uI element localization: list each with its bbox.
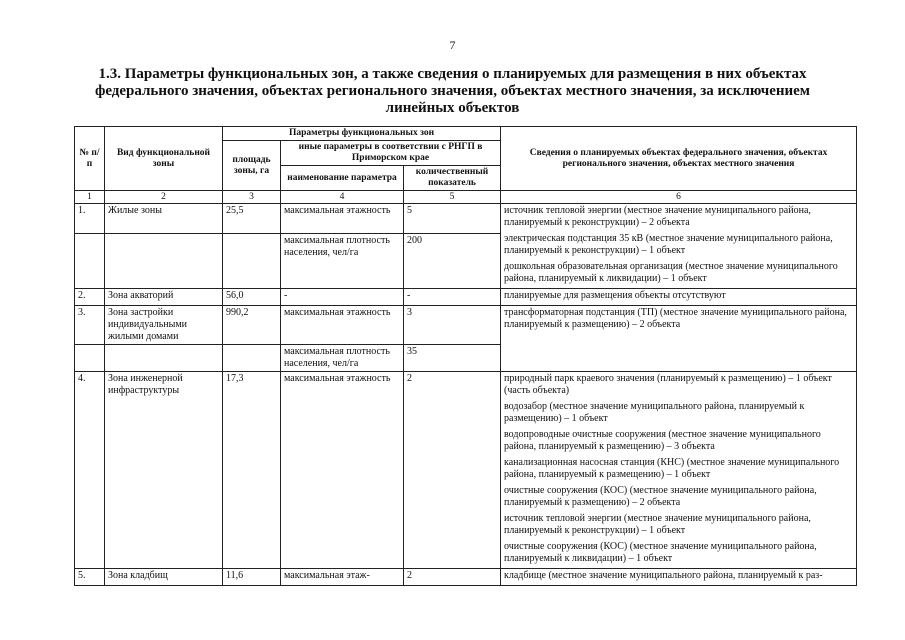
header-params: Параметры функциональных зон	[223, 127, 501, 141]
object-item: кладбище (местное значение муниципального района, планируемый к раз-	[504, 570, 823, 581]
planned-objects	[501, 289, 857, 306]
param-name: максимальная плотность населения, чел/га	[281, 345, 404, 372]
object-item: природный парк краевого значения (планируемый к размещению) – 1 объект (часть объекта)	[504, 373, 832, 396]
param-value: 5	[404, 204, 501, 234]
table-row	[75, 569, 857, 586]
row-num: 3.	[75, 306, 105, 345]
param-name: максимальная этажность	[281, 372, 404, 569]
param-value: -	[404, 289, 501, 306]
col-number: 6	[501, 191, 857, 204]
col-number: 3	[223, 191, 281, 204]
zone-area: 17,3	[223, 372, 281, 569]
object-item: планируемые для размещения объекты отсутствуют	[504, 290, 726, 301]
zone-name: Зона акваторий	[105, 289, 223, 306]
param-name: максимальная этажность	[281, 204, 404, 234]
object-item: электрическая подстанция 35 кВ (местное значение муниципального района, планируемый к реконструкции) – 1 объект	[504, 233, 833, 256]
param-name: максимальная плотность населения, чел/га	[281, 234, 404, 289]
planned-objects	[501, 306, 857, 372]
object-item: очистные сооружения (КОС) (местное значение муниципального района, планируемый к размещению) – 2 объекта	[504, 485, 817, 508]
param-name: максимальная этаж-	[281, 569, 404, 586]
param-name: -	[281, 289, 404, 306]
object-item: дошкольная образовательная организация (местное значение муниципального района, планируемый к ликвидации) – 1 объект	[504, 261, 838, 284]
object-item: канализационная насосная станция (КНС) (местное значение муниципального района, планируемый к размещению) – 1 объект	[504, 457, 840, 480]
object-item: очистные сооружения (КОС) (местное значение муниципального района, планируемый к ликвидации) – 1 объект	[504, 541, 817, 564]
object-item: источник тепловой энергии (местное значение муниципального района, планируемый к реконструкции) – 1 объект	[504, 513, 811, 536]
zones-table	[74, 126, 857, 586]
param-value: 2	[404, 372, 501, 569]
object-item: источник тепловой энергии (местное значение муниципального района, планируемый к реконструкции) – 2 объекта	[504, 205, 811, 228]
zone-area: 990,2	[223, 306, 281, 345]
header-param-value: количественный показатель	[404, 166, 501, 191]
col-number: 5	[404, 191, 501, 204]
param-value: 200	[404, 234, 501, 289]
header-info: Сведения о планируемых объектах федерального значения, объектах регионального значения, объектах местного значения	[501, 127, 857, 191]
header-area: площадь зоны, га	[223, 141, 281, 191]
zone-name: Зона кладбищ	[105, 569, 223, 586]
zone-name: Зона инженерной инфраструктуры	[105, 372, 223, 569]
zone-area: 25,5	[223, 204, 281, 234]
object-item: водозабор (местное значение муниципального района, планируемый к размещению) – 1 объект	[504, 401, 805, 424]
table-row	[75, 289, 857, 306]
col-number: 1	[75, 191, 105, 204]
zone-area: 56,0	[223, 289, 281, 306]
header-num: № п/п	[75, 127, 105, 191]
row-num: 4.	[75, 372, 105, 569]
object-item: водопроводные очистные сооружения (местное значение муниципального района, планируемый к размещению) – 3 объекта	[504, 429, 821, 452]
header-zone: Вид функциональной зоны	[105, 127, 223, 191]
zone-name: Жилые зоны	[105, 204, 223, 234]
col-number: 2	[105, 191, 223, 204]
planned-objects	[501, 204, 857, 289]
planned-objects	[501, 372, 857, 569]
zone-area: 11,6	[223, 569, 281, 586]
page-number: 7	[449, 38, 456, 52]
table-row	[75, 204, 857, 234]
row-num: 2.	[75, 289, 105, 306]
row-num: 5.	[75, 569, 105, 586]
row-num: 1.	[75, 204, 105, 234]
section-title: 1.3. Параметры функциональных зон, а также сведения о планируемых для размещения в них объектах федерального значения, объектах регионального значения, объектах местного значения, за исключением линейных объектов	[94, 66, 811, 116]
param-value: 2	[404, 569, 501, 586]
table-row	[75, 306, 857, 345]
param-value: 35	[404, 345, 501, 372]
table-row	[75, 372, 857, 569]
col-number: 4	[281, 191, 404, 204]
header-other: иные параметры в соответствии с РНГП в Приморском крае	[281, 141, 501, 166]
param-name: максимальная этажность	[281, 306, 404, 345]
param-value: 3	[404, 306, 501, 345]
header-param-name: наименование параметра	[281, 166, 404, 191]
object-item: трансформаторная подстанция (ТП) (местное значение муниципального района, планируемый к размещению) – 2 объекта	[504, 307, 847, 330]
zone-name: Зона застройки индивидуальными жилыми домами	[105, 306, 223, 345]
planned-objects	[501, 569, 857, 586]
